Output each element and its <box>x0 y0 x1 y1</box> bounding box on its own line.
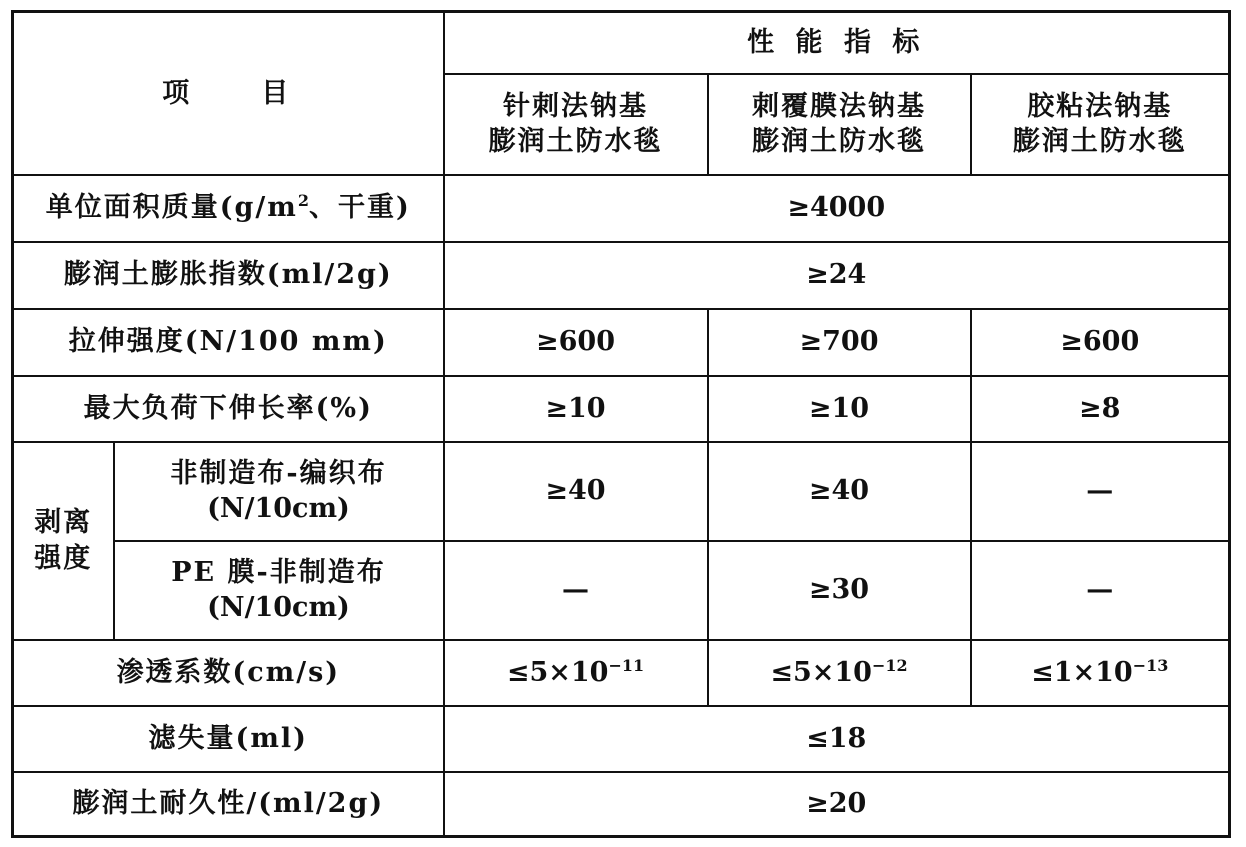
row-mass-label-post: 、干重) <box>308 192 411 224</box>
row-durability-value: ≥20 <box>444 772 1230 837</box>
row-elong-v3: ≥8 <box>971 376 1230 442</box>
row-peel-sub2-v1: — <box>444 541 708 640</box>
row-mass-label <box>13 175 444 242</box>
row-swell-value: ≥24 <box>444 242 1230 309</box>
row-peel-sub1-line2: (N/10cm) <box>207 493 350 524</box>
row-peel-sub2-v3: — <box>971 541 1230 640</box>
header-col2-line1: 刺覆膜法钠基 <box>752 90 926 122</box>
row-durability <box>13 772 1230 837</box>
row-mass-label-sup: 2 <box>297 191 309 211</box>
row-peel-sub1-line1: 非制造布-编织布 <box>170 457 387 489</box>
row-mass-value: ≥4000 <box>444 175 1230 242</box>
row-tensile-v3: ≥600 <box>971 309 1230 376</box>
row-swell-label <box>13 242 444 309</box>
row-elong-v2: ≥10 <box>708 376 971 442</box>
row-filtrate-label-text: 滤失量(ml) <box>148 722 308 754</box>
row-perm-label-text: 渗透系数(cm/s) <box>116 656 341 688</box>
row-tensile-label <box>13 309 444 376</box>
row-elong <box>13 376 1230 442</box>
row-filtrate <box>13 706 1230 772</box>
row-mass-label-pre: 单位面积质量(g/m <box>45 192 298 224</box>
row-peel-sub1-v2: ≥40 <box>708 442 971 541</box>
header-col2-line2: 膨润土防水毯 <box>752 126 926 157</box>
row-peel-sub2-line1: PE 膜-非制造布 <box>171 556 386 588</box>
row-elong-label-text: 最大负荷下伸长率(%) <box>83 392 373 424</box>
header-performance <box>444 12 1230 74</box>
row-swell <box>13 242 1230 309</box>
header-item-label: 项 目 <box>162 77 295 109</box>
row-elong-label <box>13 376 444 442</box>
header-col2 <box>708 74 971 175</box>
row-elong-v1: ≥10 <box>444 376 708 442</box>
row-peel-sub2-line2: (N/10cm) <box>207 592 350 623</box>
row-perm-label <box>13 640 444 706</box>
header-col3-line2: 膨润土防水毯 <box>1012 126 1187 157</box>
row-perm-v3 <box>971 640 1230 706</box>
row-tensile-v2: ≥700 <box>708 309 971 376</box>
row-swell-label-text: 膨润土膨胀指数(ml/2g) <box>63 259 393 291</box>
row-perm-v2-exp: −12 <box>871 655 908 675</box>
header-col3-line1: 胶粘法钠基 <box>1027 90 1173 122</box>
row-perm-v3-exp: −13 <box>1132 655 1169 675</box>
row-durability-label <box>13 772 444 837</box>
row-perm-v3-base: ≤1×10 <box>1031 656 1133 688</box>
row-filtrate-label <box>13 706 444 772</box>
row-peel-group <box>13 442 114 640</box>
row-mass <box>13 175 1230 242</box>
row-perm <box>13 640 1230 706</box>
row-peel-sub2-v2: ≥30 <box>708 541 971 640</box>
row-perm-v1 <box>444 640 708 706</box>
header-col1-line2: 膨润土防水毯 <box>488 126 663 157</box>
header-item <box>13 12 444 175</box>
row-peel-1 <box>13 442 1230 541</box>
header-col1 <box>444 74 708 175</box>
row-tensile-label-text: 拉伸强度(N/100 mm) <box>68 326 388 358</box>
header-col1-line1: 针刺法钠基 <box>503 90 648 122</box>
row-peel-group-line1: 剥离 <box>34 507 93 539</box>
row-filtrate-value: ≤18 <box>444 706 1230 772</box>
row-tensile <box>13 309 1230 376</box>
row-peel-2 <box>13 541 1230 640</box>
header-col3 <box>971 74 1230 175</box>
header-row-1 <box>13 12 1230 74</box>
row-durability-label-text: 膨润土耐久性/(ml/2g) <box>72 788 385 820</box>
row-peel-sub2-label <box>114 541 444 640</box>
row-perm-v2-base: ≤5×10 <box>770 656 872 688</box>
row-peel-group-line2: 强度 <box>34 542 93 574</box>
row-tensile-v1: ≥600 <box>444 309 708 376</box>
header-performance-label: 性 能 指 标 <box>747 27 926 59</box>
row-perm-v1-exp: −11 <box>608 655 645 675</box>
spec-table <box>11 10 1231 838</box>
row-perm-v1-base: ≤5×10 <box>506 656 609 688</box>
row-peel-sub1-v1: ≥40 <box>444 442 708 541</box>
row-peel-sub1-v3: — <box>971 442 1230 541</box>
row-peel-sub1-label <box>114 442 444 541</box>
row-perm-v2 <box>708 640 971 706</box>
